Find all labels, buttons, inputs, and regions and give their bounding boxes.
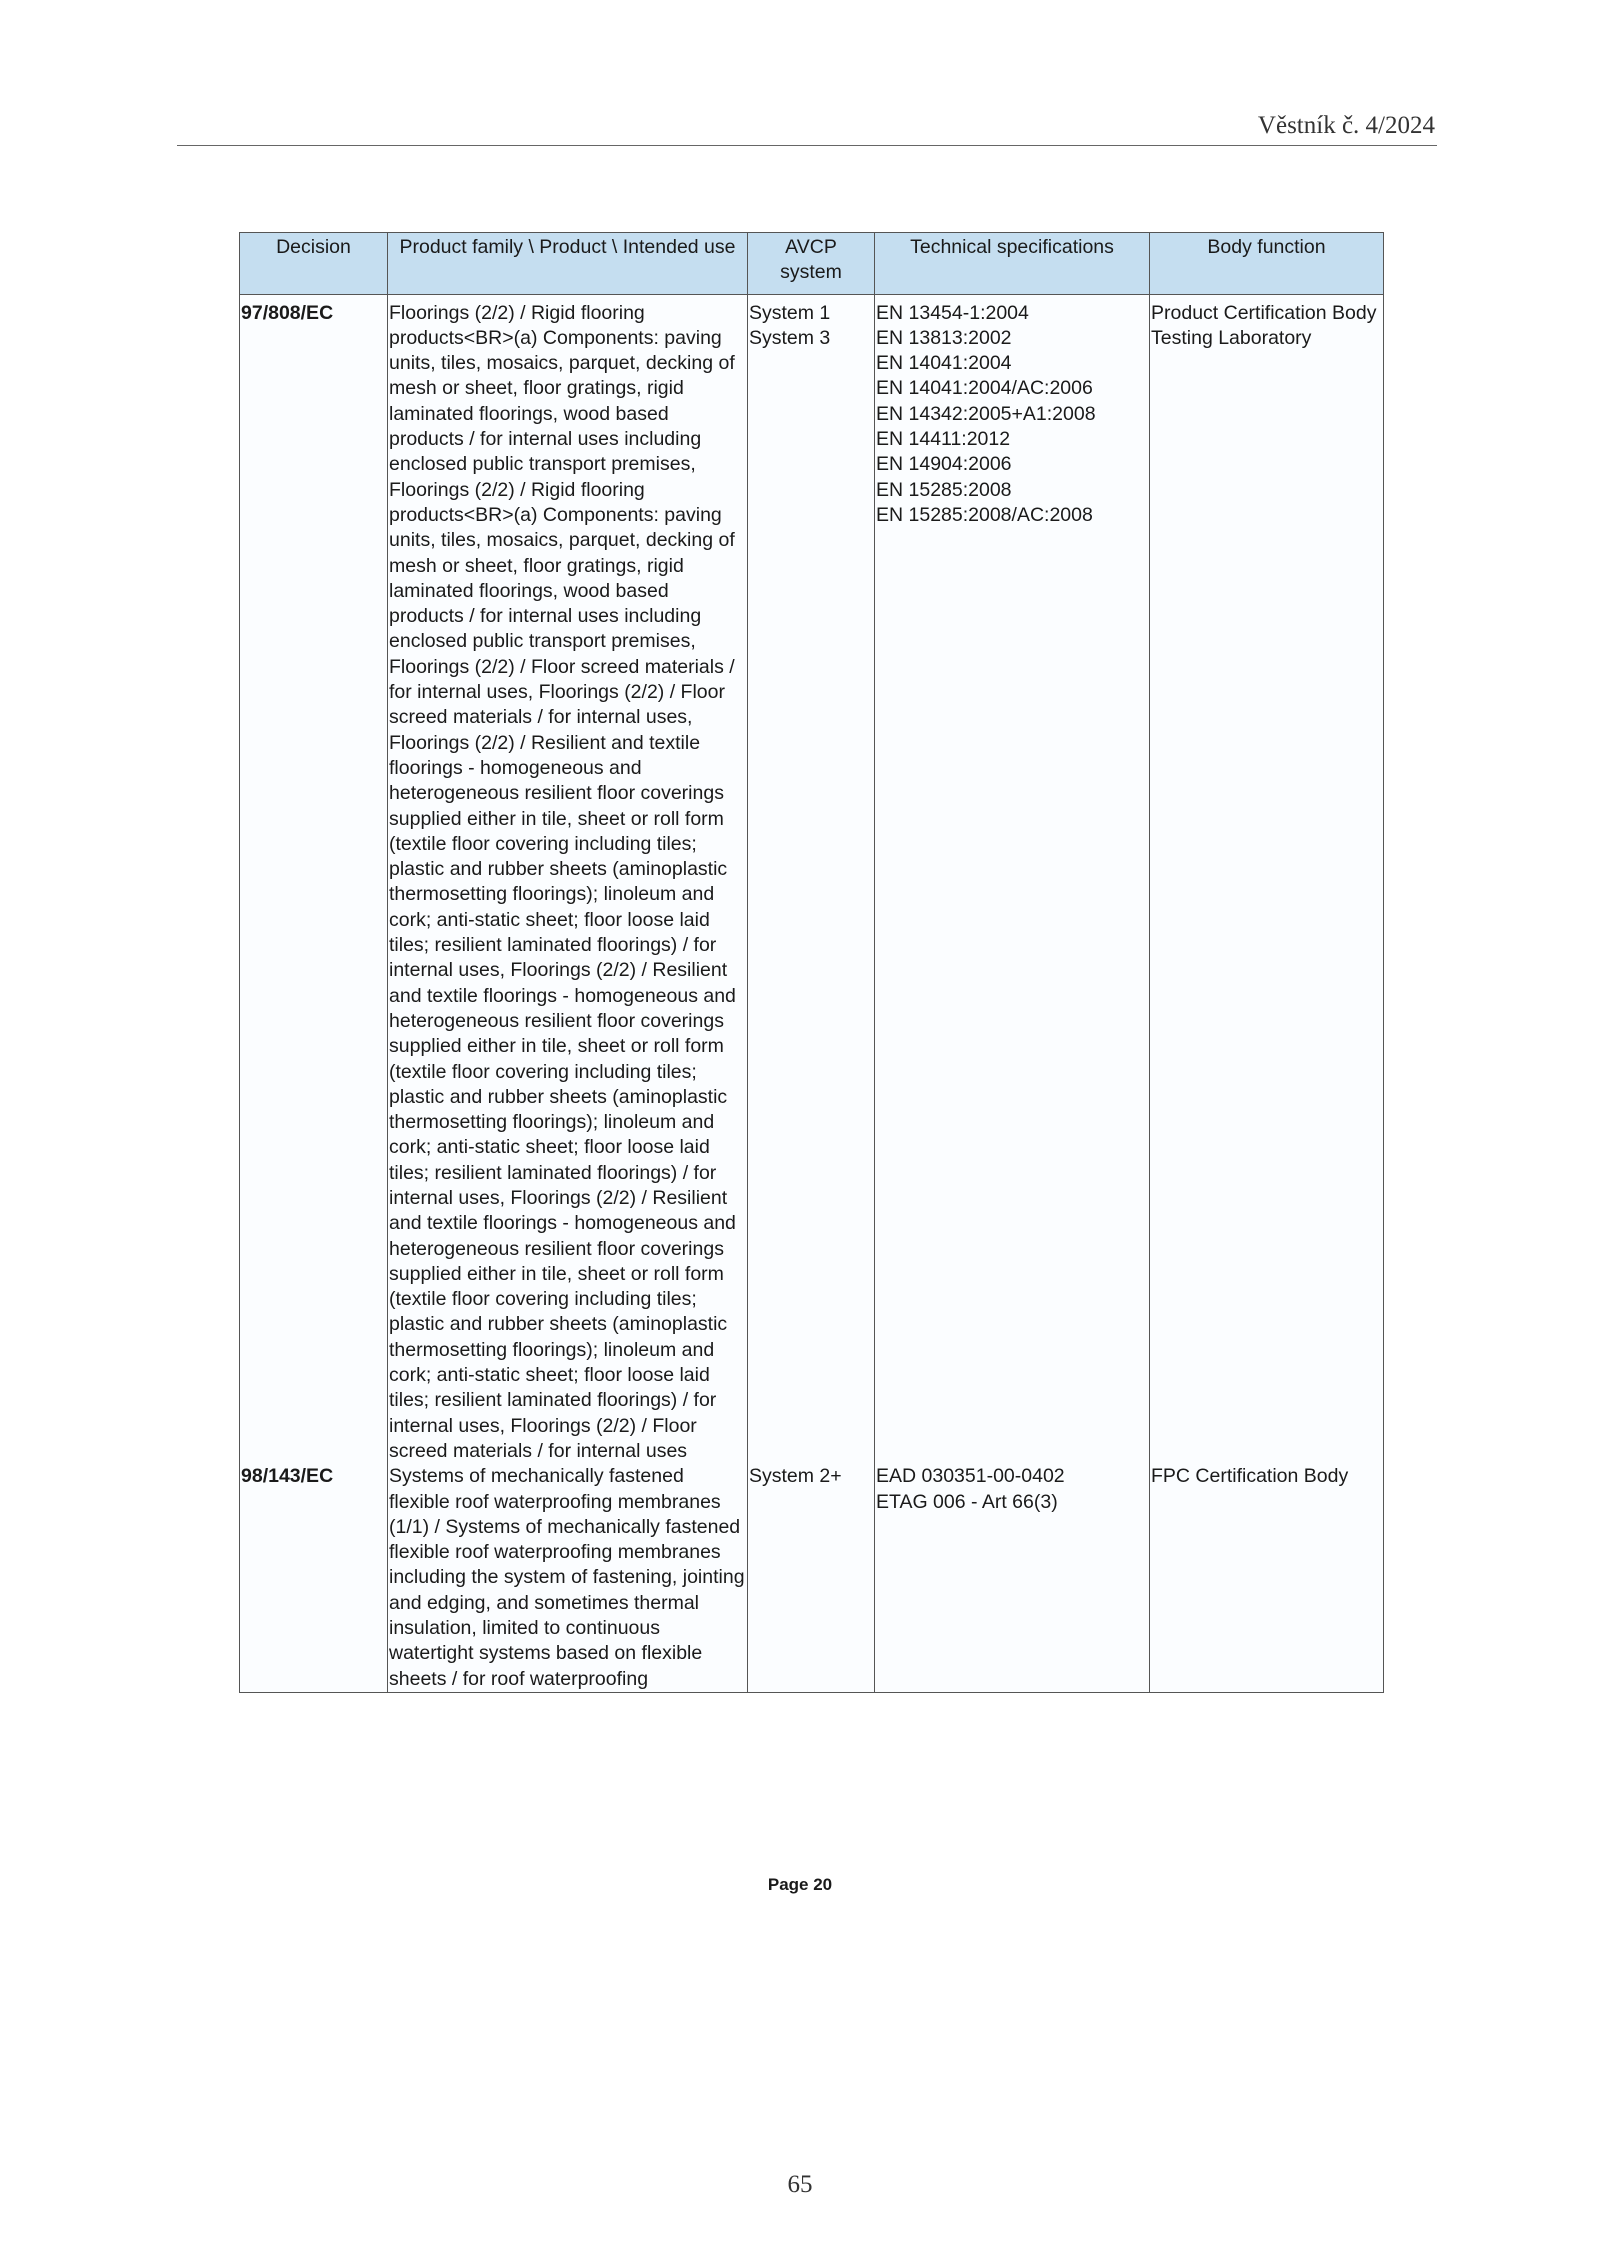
spec-item: EN 14342:2005+A1:2008 <box>876 402 1096 425</box>
spec-item: EN 14041:2004 <box>876 352 1012 375</box>
spec-item: ETAG 006 - Art 66(3) <box>876 1490 1058 1513</box>
avcp-value: System 3 <box>749 326 831 349</box>
header-technical-specifications: Technical specifications <box>875 233 1150 295</box>
specifications-cell <box>875 294 1150 1464</box>
specifications-cell <box>875 1464 1150 1692</box>
product-cell: Floorings (2/2) / Rigid flooring products<BR>(a) Components: paving units, tiles, mosaics, parquet, decking of mesh or sheet, floor gratings, rigid laminated floorings, wood based products / for internal uses including enclosed public transport premises, Floorings (2/2) / Rigid flooring products<BR>(a) Components: paving units, tiles, mosaics, parquet, decking of mesh or sheet, floor gratings, rigid laminated floorings, wood based products / for internal uses including enclosed public transport premises, Floorings (2/2) / Floor screed materials / for internal uses, Floorings (2/2) / Floor screed materials / for internal uses, Floorings (2/2) / Resilient and textile floorings - homogeneous and heterogeneous resilient floor coverings supplied either in tile, sheet or roll form (textile floor covering including tiles; plastic and rubber sheets (aminoplastic thermosetting floorings); linoleum and cork; anti-static sheet; floor loose laid tiles; resilient laminated floorings) / for internal uses, Floorings (2/2) / Resilient and textile floorings - homogeneous and heterogeneous resilient floor coverings supplied either in tile, sheet or roll form (textile floor covering including tiles; plastic and rubber sheets (aminoplastic thermosetting floorings); linoleum and cork; anti-static sheet; floor loose laid tiles; resilient laminated floorings) / for internal uses, Floorings (2/2) / Resilient and textile floorings - homogeneous and heterogeneous resilient floor coverings supplied either in tile, sheet or roll form (textile floor covering including tiles; plastic and rubber sheets (aminoplastic thermosetting floorings); linoleum and cork; anti-static sheet; floor loose laid tiles; resilient laminated floorings) / for internal uses, Floorings (2/2) / Floor screed materials / for internal uses <box>388 294 748 1464</box>
spec-item: EN 15285:2008/AC:2008 <box>876 503 1093 526</box>
header-body-function: Body function <box>1150 233 1384 295</box>
spec-item: EN 13454-1:2004 <box>876 301 1029 324</box>
header-product-family: Product family \ Product \ Intended use <box>388 233 748 295</box>
body-function-cell <box>1150 1464 1384 1692</box>
spec-item: EN 14904:2006 <box>876 453 1012 476</box>
body-function-item: FPC Certification Body <box>1151 1465 1349 1488</box>
body-function-item: Product Certification Body <box>1151 301 1377 324</box>
avcp-value: System 2+ <box>749 1465 842 1488</box>
spec-item: EN 13813:2002 <box>876 326 1012 349</box>
avcp-cell <box>748 294 875 1464</box>
table-row <box>240 1464 1384 1692</box>
header-decision: Decision <box>240 233 388 295</box>
avcp-cell <box>748 1464 875 1692</box>
spec-item: EN 15285:2008 <box>876 478 1012 501</box>
spec-item: EN 14041:2004/AC:2006 <box>876 377 1093 400</box>
decision-cell: 97/808/EC <box>240 294 388 1464</box>
product-cell: Systems of mechanically fastened flexible roof waterproofing membranes (1/1) / Systems of mechanically fastened flexible roof waterproofing membranes including the system of fastening, jointing and edging, and sometimes thermal insulation, limited to continuous watertight systems based on flexible sheets / for roof waterproofing <box>388 1464 748 1692</box>
header-rule <box>177 145 1437 146</box>
specifications-table <box>239 232 1384 1693</box>
decision-cell: 98/143/EC <box>240 1464 388 1692</box>
running-head: Věstník č. 4/2024 <box>1257 112 1435 139</box>
table-row <box>240 294 1384 1464</box>
body-function-cell <box>1150 294 1384 1464</box>
spec-item: EN 14411:2012 <box>876 428 1011 451</box>
header-avcp-system: AVCP system <box>748 233 875 295</box>
spec-item: EAD 030351-00-0402 <box>876 1465 1065 1488</box>
body-function-item: Testing Laboratory <box>1151 326 1312 349</box>
page-number: 65 <box>787 2171 813 2198</box>
avcp-value: System 1 <box>749 301 831 324</box>
page-label: Page 20 <box>767 1875 833 1894</box>
table-header-row <box>240 233 1384 295</box>
